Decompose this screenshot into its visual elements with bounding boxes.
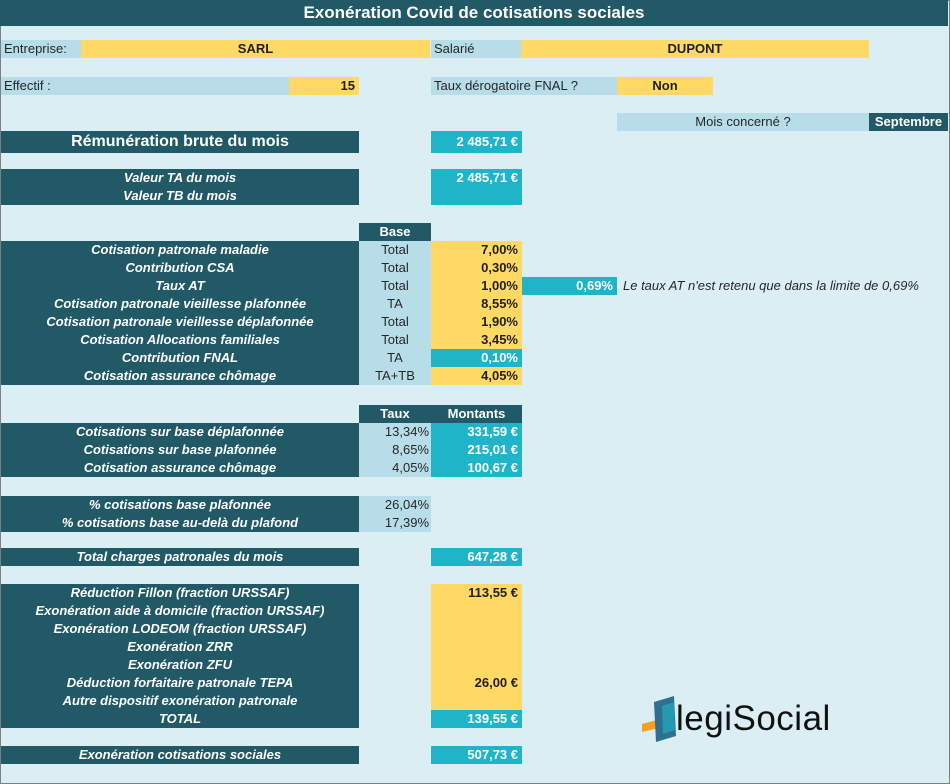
reduction-value[interactable] [431,620,522,638]
cotisation-base: TA [359,295,431,313]
reduction-value[interactable]: 113,55 € [431,584,522,602]
reduction-label: Déduction forfaitaire patronale TEPA [1,674,359,692]
at-note: Le taux AT n'est retenu que dans la limite de 0,69% [623,278,919,293]
total-charges-value: 647,28 € [431,548,522,566]
montants-header: Montants [431,405,522,423]
cotisation-taux[interactable]: 0,30% [431,259,522,277]
cotisation-label: Cotisation patronale vieillesse plafonnée [1,295,359,313]
page-title: Exonération Covid de cotisations sociales [0,0,948,26]
reduction-label: Exonération ZRR [1,638,359,656]
mois-select[interactable]: Septembre [869,113,948,131]
cotisation-label: Cotisation assurance chômage [1,367,359,385]
fnal-label: Taux dérogatoire FNAL ? [431,77,617,95]
total-charges-label: Total charges patronales du mois [1,548,359,566]
cotisation-label: Cotisation patronale maladie [1,241,359,259]
cotisation-label: Cotisation patronale vieillesse déplafonnée [1,313,359,331]
montant-taux: 13,34% [359,423,431,441]
cotisation-label: Taux AT [1,277,359,295]
entreprise-field[interactable]: SARL [81,40,430,58]
entreprise-label: Entreprise: [1,40,81,58]
effectif-label: Effectif : [1,77,289,95]
montant-value: 100,67 € [431,459,522,477]
ta-label: Valeur TA du mois [1,169,359,187]
at-limit-value: 0,69% [522,277,617,295]
ta-value: 2 485,71 € [431,169,522,187]
pourcentage-value: 26,04% [359,496,431,514]
cotisation-label: Contribution FNAL [1,349,359,367]
fnal-select[interactable]: Non [617,77,713,95]
montant-value: 215,01 € [431,441,522,459]
cotisation-base: Total [359,277,431,295]
montant-taux: 4,05% [359,459,431,477]
tb-value [431,187,522,205]
cotisation-taux[interactable]: 3,45% [431,331,522,349]
effectif-field[interactable]: 15 [289,77,359,95]
pourcentage-label: % cotisations base au-delà du plafond [1,514,359,532]
montant-label: Cotisations sur base plafonnée [1,441,359,459]
cotisation-taux[interactable]: 7,00% [431,241,522,259]
reduction-value[interactable] [431,692,522,710]
cotisation-taux: 0,10% [431,349,522,367]
taux-header: Taux [359,405,431,423]
exoneration-value: 507,73 € [431,746,522,764]
cotisation-label: Contribution CSA [1,259,359,277]
cotisation-label: Cotisation Allocations familiales [1,331,359,349]
cotisation-base: TA [359,349,431,367]
reduction-label: Exonération ZFU [1,656,359,674]
cotisation-base: Total [359,331,431,349]
reduction-label: Exonération aide à domicile (fraction URSSAF) [1,602,359,620]
cotisation-taux[interactable]: 4,05% [431,367,522,385]
cotisation-taux[interactable]: 1,90% [431,313,522,331]
salarie-field[interactable]: DUPONT [521,40,869,58]
reduction-label: Réduction Fillon (fraction URSSAF) [1,584,359,602]
cotisation-base: Total [359,313,431,331]
montant-taux: 8,65% [359,441,431,459]
montant-label: Cotisations sur base déplafonnée [1,423,359,441]
pourcentage-value: 17,39% [359,514,431,532]
montant-label: Cotisation assurance chômage [1,459,359,477]
salarie-label: Salarié [431,40,521,58]
reduction-value[interactable] [431,638,522,656]
reduction-value[interactable]: 26,00 € [431,674,522,692]
mois-label: Mois concerné ? [617,113,869,131]
reduction-label: Exonération LODEOM (fraction URSSAF) [1,620,359,638]
logo-text: legiSocial [676,699,831,738]
reduction-label: Autre dispositif exonération patronale [1,692,359,710]
reductions-total-value: 139,55 € [431,710,522,728]
pourcentage-label: % cotisations base plafonnée [1,496,359,514]
cotisation-base: Total [359,259,431,277]
remuneration-value[interactable]: 2 485,71 € [431,131,522,153]
cotisation-base: Total [359,241,431,259]
tb-label: Valeur TB du mois [1,187,359,205]
reduction-value[interactable] [431,602,522,620]
reductions-total-label: TOTAL [1,710,359,728]
base-header: Base [359,223,431,241]
remuneration-label: Rémunération brute du mois [1,131,359,153]
cotisation-taux[interactable]: 1,00% [431,277,522,295]
cotisation-base: TA+TB [359,367,431,385]
exoneration-label: Exonération cotisations sociales [1,746,359,764]
cotisation-taux[interactable]: 8,55% [431,295,522,313]
reduction-value[interactable] [431,656,522,674]
montant-value: 331,59 € [431,423,522,441]
